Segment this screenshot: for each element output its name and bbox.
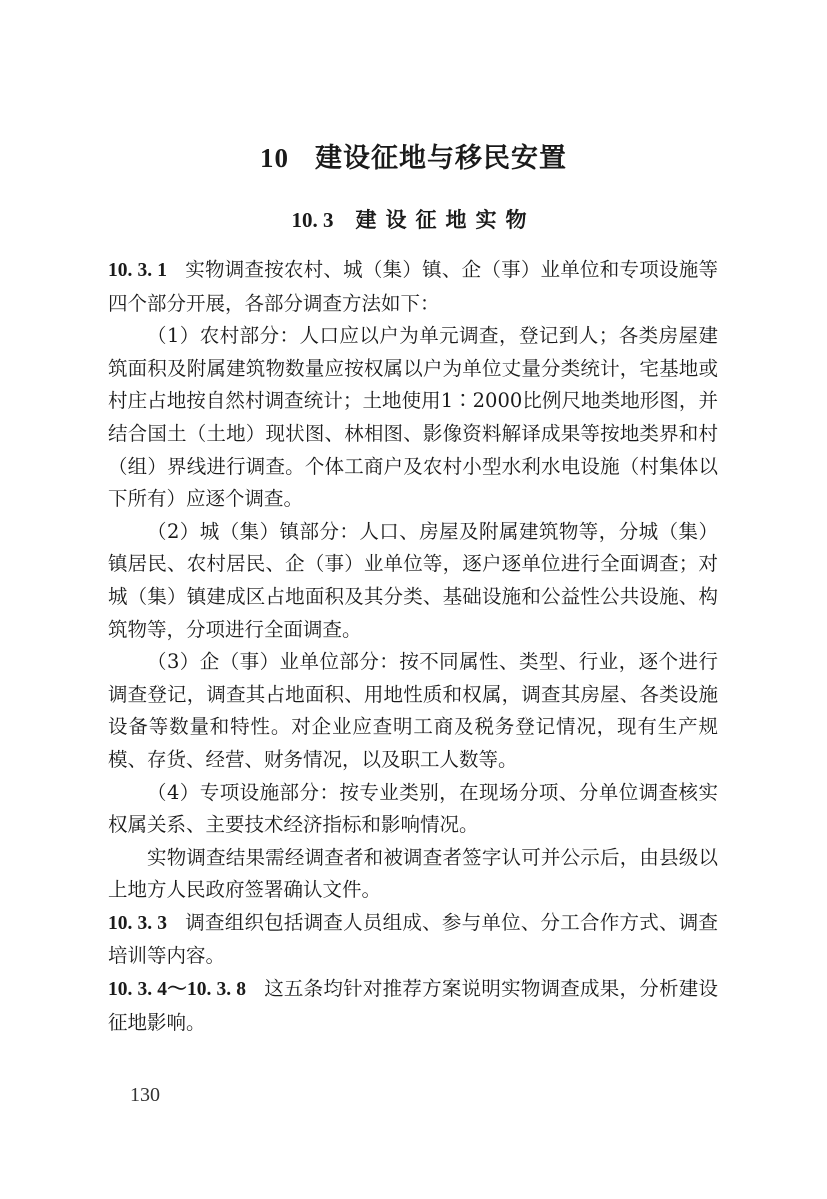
clause-number: 10. 3. 3 [108, 912, 167, 934]
item-paragraph-rural: （1）农村部分：人口应以户为单元调查，登记到人；各类房屋建筑面积及附属建筑物数量应按权属以户为单位丈量分类统计，宅基地或村庄占地按自然村调查统计；土地使用1∶2000比例尺地类地形图，并结合国土（土地）现状图、林相图、影像资料解译成果等按地类界和村（组）界线进行调查。个体工商户及农村小型水利水电设施（村集体以下所有）应逐个调查。 [108, 324, 718, 511]
paragraph-text: 这五条均针对推荐方案说明实物调查成果，分析建设征地影响。 [108, 977, 718, 1034]
chapter-number: 10 [260, 143, 289, 173]
item-paragraph-special-facilities: （4）专项设施部分：按专业类别，在现场分项、分单位调查核实权属关系、主要技术经济指标和影响情况。 [108, 780, 718, 837]
clause-paragraph [108, 254, 718, 320]
item-paragraph-enterprise: （3）企（事）业单位部分：按不同属性、类型、行业，逐个进行调查登记，调查其占地面积、用地性质和权属，调查其房屋、各类设施设备等数量和特性。对企业应查明工商及税务登记情况，现有生产规模、存货、经营、财务情况，以及职工人数等。 [108, 650, 718, 771]
section-number: 10. 3 [291, 208, 334, 232]
body-text [108, 254, 718, 1039]
section-title-text: 建设征地实物 [355, 208, 536, 232]
chapter-heading [0, 136, 827, 175]
clause-number: 10. 3. 4～10. 3. 8 [108, 979, 246, 1001]
confirmation-paragraph: 实物调查结果需经调查者和被调查者签字认可并公示后，由县级以上地方人民政府签署确认文件。 [108, 845, 718, 902]
clause-paragraph [108, 973, 718, 1039]
paragraph-text: 实物调查按农村、城（集）镇、企（事）业单位和专项设施等四个部分开展，各部分调查方法如下： [108, 258, 718, 315]
clause-paragraph [108, 907, 718, 973]
clause-number: 10. 3. 1 [108, 260, 167, 281]
paragraph-text: 调查组织包括调查人员组成、参与单位、分工合作方式、调查培训等内容。 [108, 910, 718, 968]
section-heading [0, 204, 827, 234]
page-number: 130 [130, 1084, 160, 1106]
item-paragraph-town: （2）城（集）镇部分：人口、房屋及附属建筑物等，分城（集）镇居民、农村居民、企（事）业单位等，逐户逐单位进行全面调查；对城（集）镇建成区占地面积及其分类、基础设施和公益性公共设施、构筑物等，分项进行全面调查。 [108, 519, 718, 641]
chapter-title-text: 建设征地与移民安置 [315, 143, 567, 174]
